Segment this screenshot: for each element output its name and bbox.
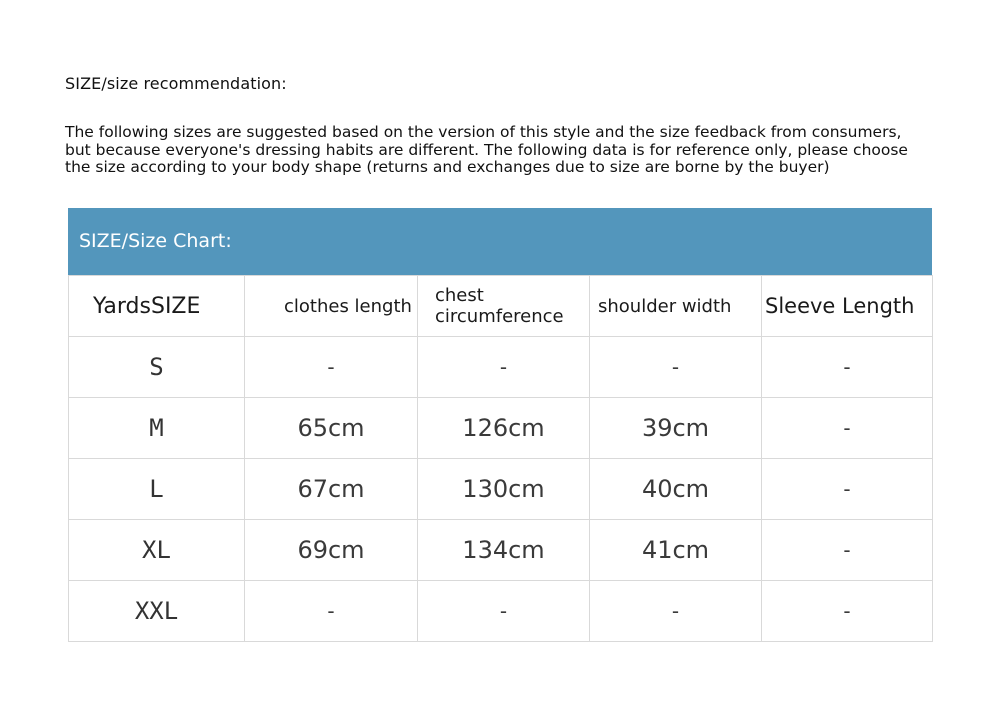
clothes-length-cell: - [245, 581, 418, 642]
chest-cell: 130cm [418, 459, 590, 520]
shoulder-width-cell: 40cm [590, 459, 762, 520]
clothes-length-cell: 67cm [245, 459, 418, 520]
sleeve-length-cell: - [762, 520, 933, 581]
size-cell: XXL [69, 581, 245, 642]
size-table [68, 275, 933, 642]
column-header-size: YardsSIZE [69, 276, 245, 337]
chest-cell: 126cm [418, 398, 590, 459]
table-row [69, 459, 933, 520]
intro-line: The following sizes are suggested based on the version of this style and the size feedback from consumers, [65, 123, 902, 141]
size-chart [68, 208, 932, 642]
sleeve-length-cell: - [762, 581, 933, 642]
clothes-length-cell: - [245, 337, 418, 398]
shoulder-width-cell: 39cm [590, 398, 762, 459]
size-chart-title: SIZE/Size Chart: [68, 208, 932, 275]
sleeve-length-cell: - [762, 459, 933, 520]
intro-line: but because everyone's dressing habits are different. The following data is for reference only, please choose [65, 140, 908, 159]
chest-cell: 134cm [418, 520, 590, 581]
column-header-clothes-length: clothes length [245, 276, 418, 337]
intro-paragraph [65, 124, 945, 177]
table-row [69, 337, 933, 398]
clothes-length-cell: 69cm [245, 520, 418, 581]
chest-cell: - [418, 337, 590, 398]
table-row [69, 398, 933, 459]
table-body [69, 337, 933, 642]
intro-line: the size according to your body shape (returns and exchanges due to size are borne by the buyer) [65, 158, 830, 176]
shoulder-width-cell: - [590, 581, 762, 642]
table-row [69, 520, 933, 581]
column-header-chest-circumference: chest circumference [418, 276, 590, 337]
column-header-sleeve-length: Sleeve Length [762, 276, 933, 337]
shoulder-width-cell: - [590, 337, 762, 398]
table-row [69, 581, 933, 642]
shoulder-width-cell: 41cm [590, 520, 762, 581]
size-cell: L [69, 459, 245, 520]
size-cell: S [69, 337, 245, 398]
sleeve-length-cell: - [762, 337, 933, 398]
table-header-row [69, 276, 933, 337]
section-heading: SIZE/size recommendation: [65, 74, 287, 93]
sleeve-length-cell: - [762, 398, 933, 459]
clothes-length-cell: 65cm [245, 398, 418, 459]
size-cell: M [69, 398, 245, 459]
size-cell: XL [69, 520, 245, 581]
chest-cell: - [418, 581, 590, 642]
column-header-shoulder-width: shoulder width [590, 276, 762, 337]
